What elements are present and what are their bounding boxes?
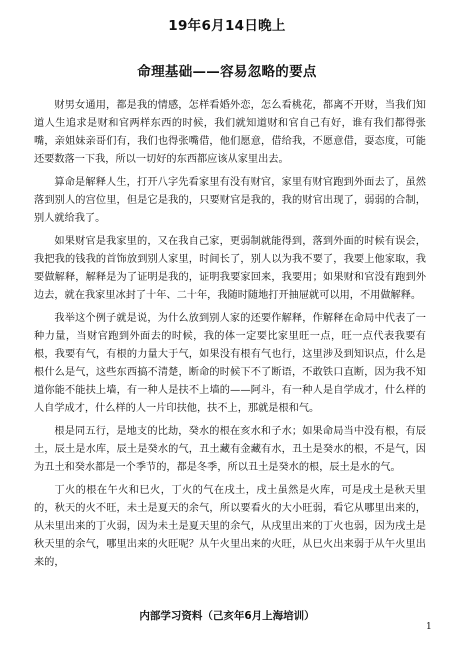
paragraph: 我举这个例子就是说，为什么放到别人家的还要作解释，作解释在命局中代表了一种力量，当财官跑到外面去的时候，我的体一定要比家里旺一点，旺一点代表我要有根，我要有气，有根的力量大于气，如果没有根有气也行，这里涉及到知识点，什么是根什么是气，这些东西搞不清楚，断命的时候下不了断语，不敢铁口直断，因为我不知道你能不能扶上墙，有一种人是扶不上墙的——阿斗，有一种人是自学成才，什么样的人自学成才，什么样的人一片印扶他，扶不上，那就是根和气。 xyxy=(34,313,426,414)
document-title: 命理基础——容易忽略的要点 xyxy=(137,64,317,80)
document-footer: 内部学习资料（己亥年6月上海培训） xyxy=(139,610,315,622)
paragraph: 财男女通用，都是我的情感，怎样看婚外恋，怎么看桃花，都离不开财，当我们知道人生追求是财和官两样东西的时候，我们就知道财和官自己有好，谁有我们都得张嘴，亲姐妹亲哥们有，我们也得张嘴借，他们愿意，借给我，不愿意借，耍态度，可能还要数落一下我，所以一切好的东西都应该从家里出去。 xyxy=(34,100,426,165)
paragraph: 根是同五行，是地支的比劫，癸水的根在亥水和子水；如果命局当中没有根，有辰土，辰土是水库，辰土是癸水的气，丑土藏有金藏有水，丑土是癸水的根，不是气，因为丑土和癸水都是一个季节的，都是冬季，所以丑土是癸水的根，辰土是水的气。 xyxy=(34,426,426,473)
page-number: 1 xyxy=(426,622,432,632)
paragraph: 丁火的根在午火和巳火，丁火的气在戌土，戌土虽然是火库，可是戌土是秋天里的，秋天的火不旺，未土是夏天的余气，所以要看火的大小旺弱，看它从哪里出来的，从未里出来的丁火弱，因为未土是夏天里的余气，从戌里出来的丁火也弱，因为戌土是秋天里的余气，哪里出来的火旺呢？从午火里出来的火旺，从巳火出来弱于从午火里出来的， xyxy=(34,485,426,568)
paragraph: 如果财官是我家里的，又在我自己家，更弱制就能得到，落到外面的时候有误会，我把我的钱我的首饰放到别人家里，时间长了，别人以为我不要了，我要上他家取，我要做解释，解释是为了证明是我的，证明我要家回来，我要用；如果财和官没有跑到外边去，就在我家里冰封了十年、二十年，我随时随地打开抽屉就可以用，不用做解释。 xyxy=(34,236,426,301)
document-body xyxy=(34,97,426,577)
paragraph: 算命是解释人生，打开八字先看家里有没有财官，家里有财官跑到外面去了，虽然落到别人的宫位里，但是它是我的，只要财官是我的，我的财官出现了，弱弱的合制，别人就给我了。 xyxy=(34,177,426,224)
document-date: 19年6月14日晚上 xyxy=(168,18,286,34)
